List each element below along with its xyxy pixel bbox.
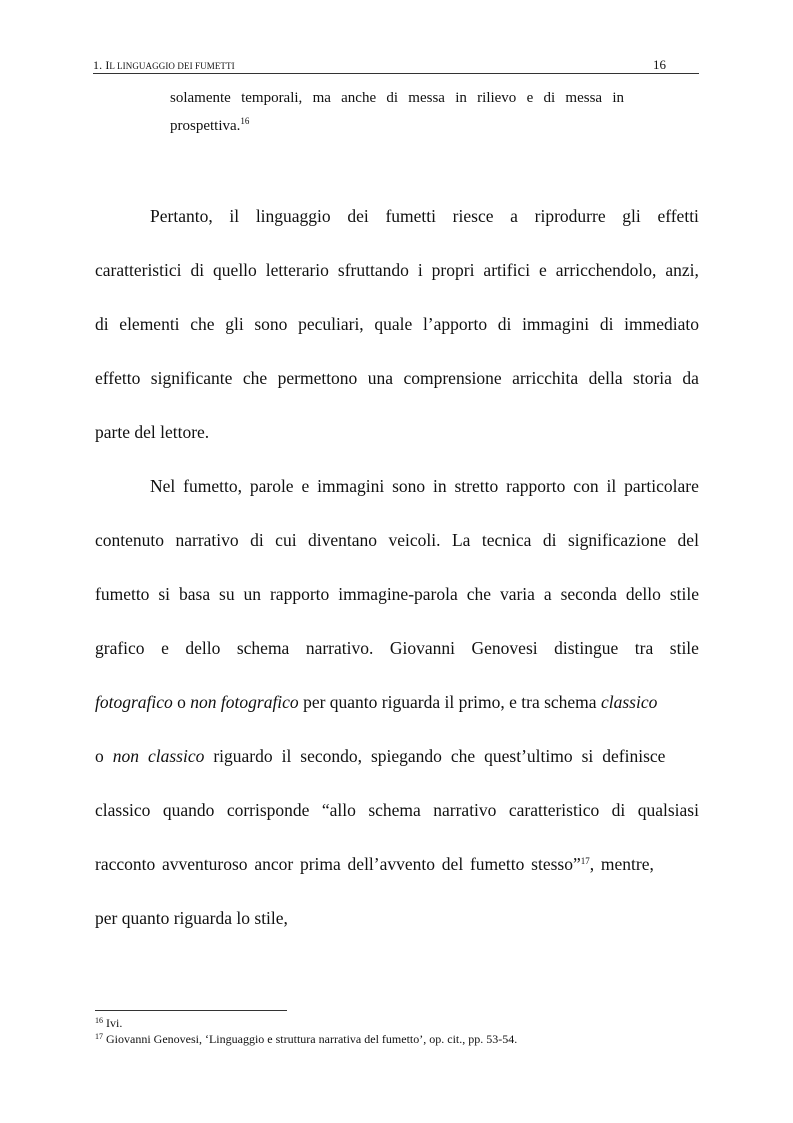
word: di [599,314,614,334]
word: peculiari, [298,314,364,334]
word: riprodurre [534,206,606,226]
word: “allo [321,800,356,820]
word: effetti [657,206,699,226]
word: varia [499,584,535,604]
word: sfruttando [337,260,409,280]
word: sono [392,476,426,496]
footnote-ref-17: 17 [580,856,590,866]
word: dei [347,206,369,226]
word: significazione [567,530,667,550]
paragraph-1-line [95,243,699,297]
word: comprensione [403,368,502,388]
chapter-title [93,58,235,73]
footnote-number: 16 [95,1016,103,1025]
word: di [190,260,205,280]
word: schema [368,800,421,820]
word: immediato [624,314,699,334]
word: da [682,368,699,388]
word: corrisponde [226,800,310,820]
word: significante [150,368,233,388]
footnote-number: 17 [95,1032,103,1041]
line-text: per quanto riguarda il primo, e tra schema [298,692,601,712]
paragraph-2-line [95,459,699,513]
paragraph-2-line [95,891,699,945]
italic-term: non fotografico [190,692,299,712]
word: linguaggio [255,206,331,226]
paragraph-2-line [95,513,699,567]
word: effetto [95,368,141,388]
word: di [542,530,557,550]
word: immagini [317,476,385,496]
line-text: o [172,692,191,712]
word: caratteristico [508,800,600,820]
quote-line-text: prospettiva. [170,118,241,134]
line-text: riguardo il secondo, spiegando che quest’ultimo si definisce [204,746,666,766]
word: classico [95,800,151,820]
word: tra [634,638,654,658]
paragraph-1-last-text: parte del lettore. [95,422,210,442]
chapter-title-initial: I [105,58,110,72]
word: stile [669,638,699,658]
line-text: racconto avventuroso ancor prima dell’avvento del fumetto stesso” [95,854,581,874]
word: e [539,260,547,280]
word: l’apporto [422,314,488,334]
word: narrativo [175,530,239,550]
word: diventano [308,530,378,550]
word: dello [185,638,221,658]
paragraph-1-line [95,189,699,243]
word: e [301,476,310,496]
running-header [93,57,699,74]
word: che [190,314,215,334]
word: basa [179,584,211,604]
word: su [219,584,235,604]
word: narrativo. [305,638,374,658]
paragraph-1-line [95,405,699,459]
word: una [367,368,394,388]
word: tecnica [481,530,532,550]
word: contenuto [95,530,165,550]
footnote-separator [95,1010,287,1011]
word: si [158,584,171,604]
page-number: 16 [653,57,666,72]
word: letterario [265,260,329,280]
word: Nel [150,476,176,496]
paragraph-2-line [95,729,699,783]
word: fumetto [95,584,150,604]
word: il [606,476,617,496]
word: veicoli. [388,530,441,550]
word: quale [374,314,413,334]
italic-term: classico [600,692,658,712]
footnote-16 [95,1016,122,1030]
paragraph-1-line [95,297,699,351]
footnote-text: Giovanni Genovesi, ‘Linguaggio e struttura narrativa del fumetto’, op. cit., pp. 53-54. [103,1032,518,1046]
word: quello [213,260,257,280]
footnote-ref-16: 16 [240,116,250,126]
word: con [573,476,599,496]
word: in [433,476,447,496]
chapter-title-rest: L LINGUAGGIO DEI FUMETTI [109,61,235,71]
word: e [161,638,169,658]
footnote-17 [95,1032,517,1046]
word: della [588,368,623,388]
word: stile [669,584,699,604]
word: di [497,314,512,334]
paragraph-2-last-text: per quanto riguarda lo stile, [95,908,288,928]
word: a [510,206,518,226]
word: quando [162,800,215,820]
italic-term: non classico [112,746,205,766]
word: immagini [522,314,590,334]
word: narrativo [433,800,497,820]
word: La [451,530,471,550]
word: sono [254,314,288,334]
word: che [242,368,268,388]
word: il [229,206,240,226]
paragraph-2-line [95,567,699,621]
word: anzi, [665,260,699,280]
body-text [95,189,699,945]
word: fumetto, [183,476,242,496]
paragraph-1-line [95,351,699,405]
word: caratteristici [95,260,182,280]
word: cui [275,530,297,550]
word: qualsiasi [637,800,699,820]
word: parole [249,476,294,496]
word: rapporto [506,476,566,496]
line-text: o [95,746,113,766]
word: gli [622,206,641,226]
word: particolare [624,476,699,496]
word: immagine-parola [338,584,458,604]
word: propri [431,260,475,280]
footnote-text: Ivi. [103,1016,123,1030]
paragraph-2-line [95,783,699,837]
word: fumetti [385,206,436,226]
word: distingue [554,638,619,658]
word: grafico [95,638,145,658]
chapter-number: 1. [93,58,103,72]
quote-line: solamente temporali, ma anche di messa in rilievo e di messa in [170,90,624,106]
italic-term: fotografico [95,692,173,712]
word: elementi [119,314,180,334]
word: artifici [483,260,531,280]
word: stretto [454,476,499,496]
word: permettono [277,368,358,388]
line-text: , mentre, [589,854,654,874]
word: riesce [452,206,494,226]
word: storia [633,368,672,388]
word: del [677,530,699,550]
word: i [417,260,423,280]
paragraph-2-line [95,621,699,675]
word: Genovesi [471,638,538,658]
word: che [466,584,491,604]
word: Giovanni [389,638,456,658]
word: di [95,314,109,334]
word: un [243,584,262,604]
word: dello [625,584,661,604]
quote-line [170,112,624,140]
word: Pertanto, [150,206,213,226]
word: seconda [560,584,617,604]
word: arricchendolo, [555,260,657,280]
word: arricchita [512,368,579,388]
word: di [611,800,626,820]
word: di [250,530,264,550]
word: a [543,584,552,604]
block-quote [170,84,624,140]
word: rapporto [269,584,330,604]
word: gli [225,314,244,334]
paragraph-2-line [95,837,699,891]
word: schema [236,638,290,658]
paragraph-2-line [95,675,699,729]
